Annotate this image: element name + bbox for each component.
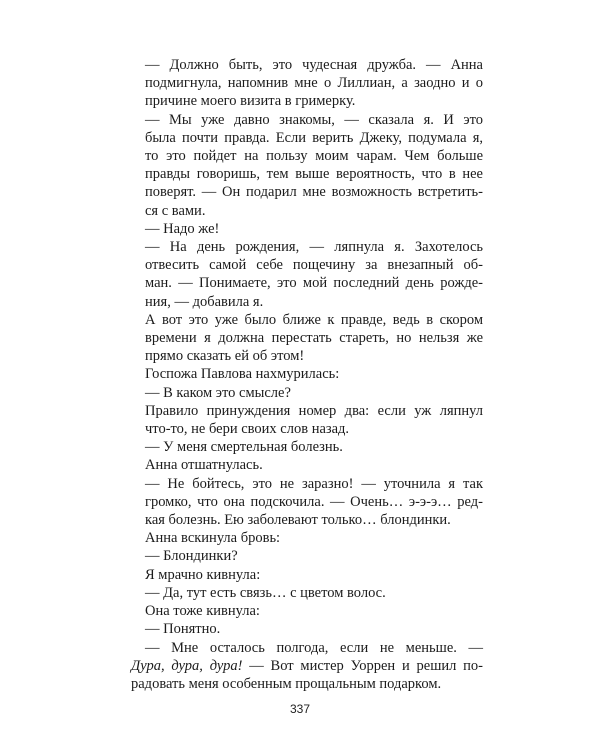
text-line: прямо сказать ей об этом! — [145, 348, 305, 365]
text-line: Госпожа Павлова нахмурилась: — [145, 366, 340, 383]
text-line — [131, 657, 483, 675]
paragraph — [131, 620, 483, 638]
text-line: что-то, не бери своих слов назад. — [145, 421, 350, 438]
text-line: была почти правда. Если верить Джеку, подумала я, — [145, 129, 483, 146]
text-line: отвесить самой себе пощечину за внезапный об- — [145, 257, 483, 274]
paragraph — [131, 547, 483, 565]
text-line: — Да, тут есть связь… с цветом волос. — [145, 584, 386, 601]
paragraph — [131, 475, 483, 530]
paragraph — [131, 438, 483, 456]
text-line: Правило принуждения номер два: если уж ляпнул — [145, 402, 483, 419]
paragraph — [131, 602, 483, 620]
text-line: — У меня смертельная болезнь. — [145, 439, 343, 456]
text-line: — Мы уже давно знакомы, — сказала я. И это — [145, 111, 483, 128]
text-line: то это пойдет на пользу моим чарам. Чем больше — [145, 148, 483, 165]
text-line: Анна вскинула бровь: — [145, 530, 281, 547]
text-line: — Мне осталось полгода, если не меньше. — — [145, 639, 483, 656]
page-number: 337 — [289, 702, 311, 716]
text-line: времени я должна перестать стареть, но нельзя же — [145, 330, 483, 347]
text-line: причине моего визита в гримерку. — [145, 93, 356, 110]
text-line: — Не бойтесь, это не заразно! — уточнила я так — [145, 475, 483, 492]
text-line: ся с вами. — [145, 202, 206, 219]
text-line: Я мрачно кивнула: — [145, 566, 261, 583]
text-line: Она тоже кивнула: — [145, 603, 260, 620]
text-line: — Блондинки? — [145, 548, 238, 565]
text-line: радовать меня особенным прощальным подарком. — [131, 675, 442, 692]
paragraph — [131, 56, 483, 111]
paragraph — [131, 365, 483, 383]
paragraph — [131, 384, 483, 402]
paragraph — [131, 657, 483, 693]
paragraph — [131, 111, 483, 220]
text-line: подмигнула, напомнив мне о Лиллиан, а заодно и о — [145, 75, 483, 92]
text-line: правды говоришь, тем выше вероятность, что в нее — [145, 166, 483, 183]
paragraph — [131, 529, 483, 547]
text-line: — Понятно. — [145, 621, 221, 638]
text-line: ман. — Понимаете, это мой последний день рожде- — [145, 275, 483, 292]
text-line: Анна отшатнулась. — [145, 457, 263, 474]
paragraph — [131, 311, 483, 366]
text-line: — В каком это смысле? — [145, 384, 291, 401]
italic-phrase: Дура, дура, дура! — [131, 657, 243, 674]
text-line: — Надо же! — [145, 220, 220, 237]
paragraph — [131, 220, 483, 238]
text-line: кая болезнь. Ею заболевают только… блондинки. — [145, 512, 451, 529]
paragraph — [131, 456, 483, 474]
body-text — [131, 56, 483, 693]
text-line: ния, — добавила я. — [145, 293, 264, 310]
paragraph — [131, 238, 483, 311]
text-line: А вот это уже было ближе к правде, ведь в скором — [145, 311, 483, 328]
text-line: — Должно быть, это чудесная дружба. — Анна — [145, 57, 483, 73]
text-line: громко, что она подскочила. — Очень… э-э-э… ред- — [145, 493, 483, 510]
paragraph — [131, 584, 483, 602]
paragraph — [131, 566, 483, 584]
paragraph — [131, 402, 483, 438]
text-fragment: — Вот мистер Уоррен и решил по- — [242, 657, 484, 674]
text-line: поверят. — Он подарил мне возможность встретить- — [145, 184, 483, 201]
paragraph — [131, 639, 483, 657]
text-line: — На день рождения, — ляпнула я. Захотелось — [145, 239, 483, 256]
